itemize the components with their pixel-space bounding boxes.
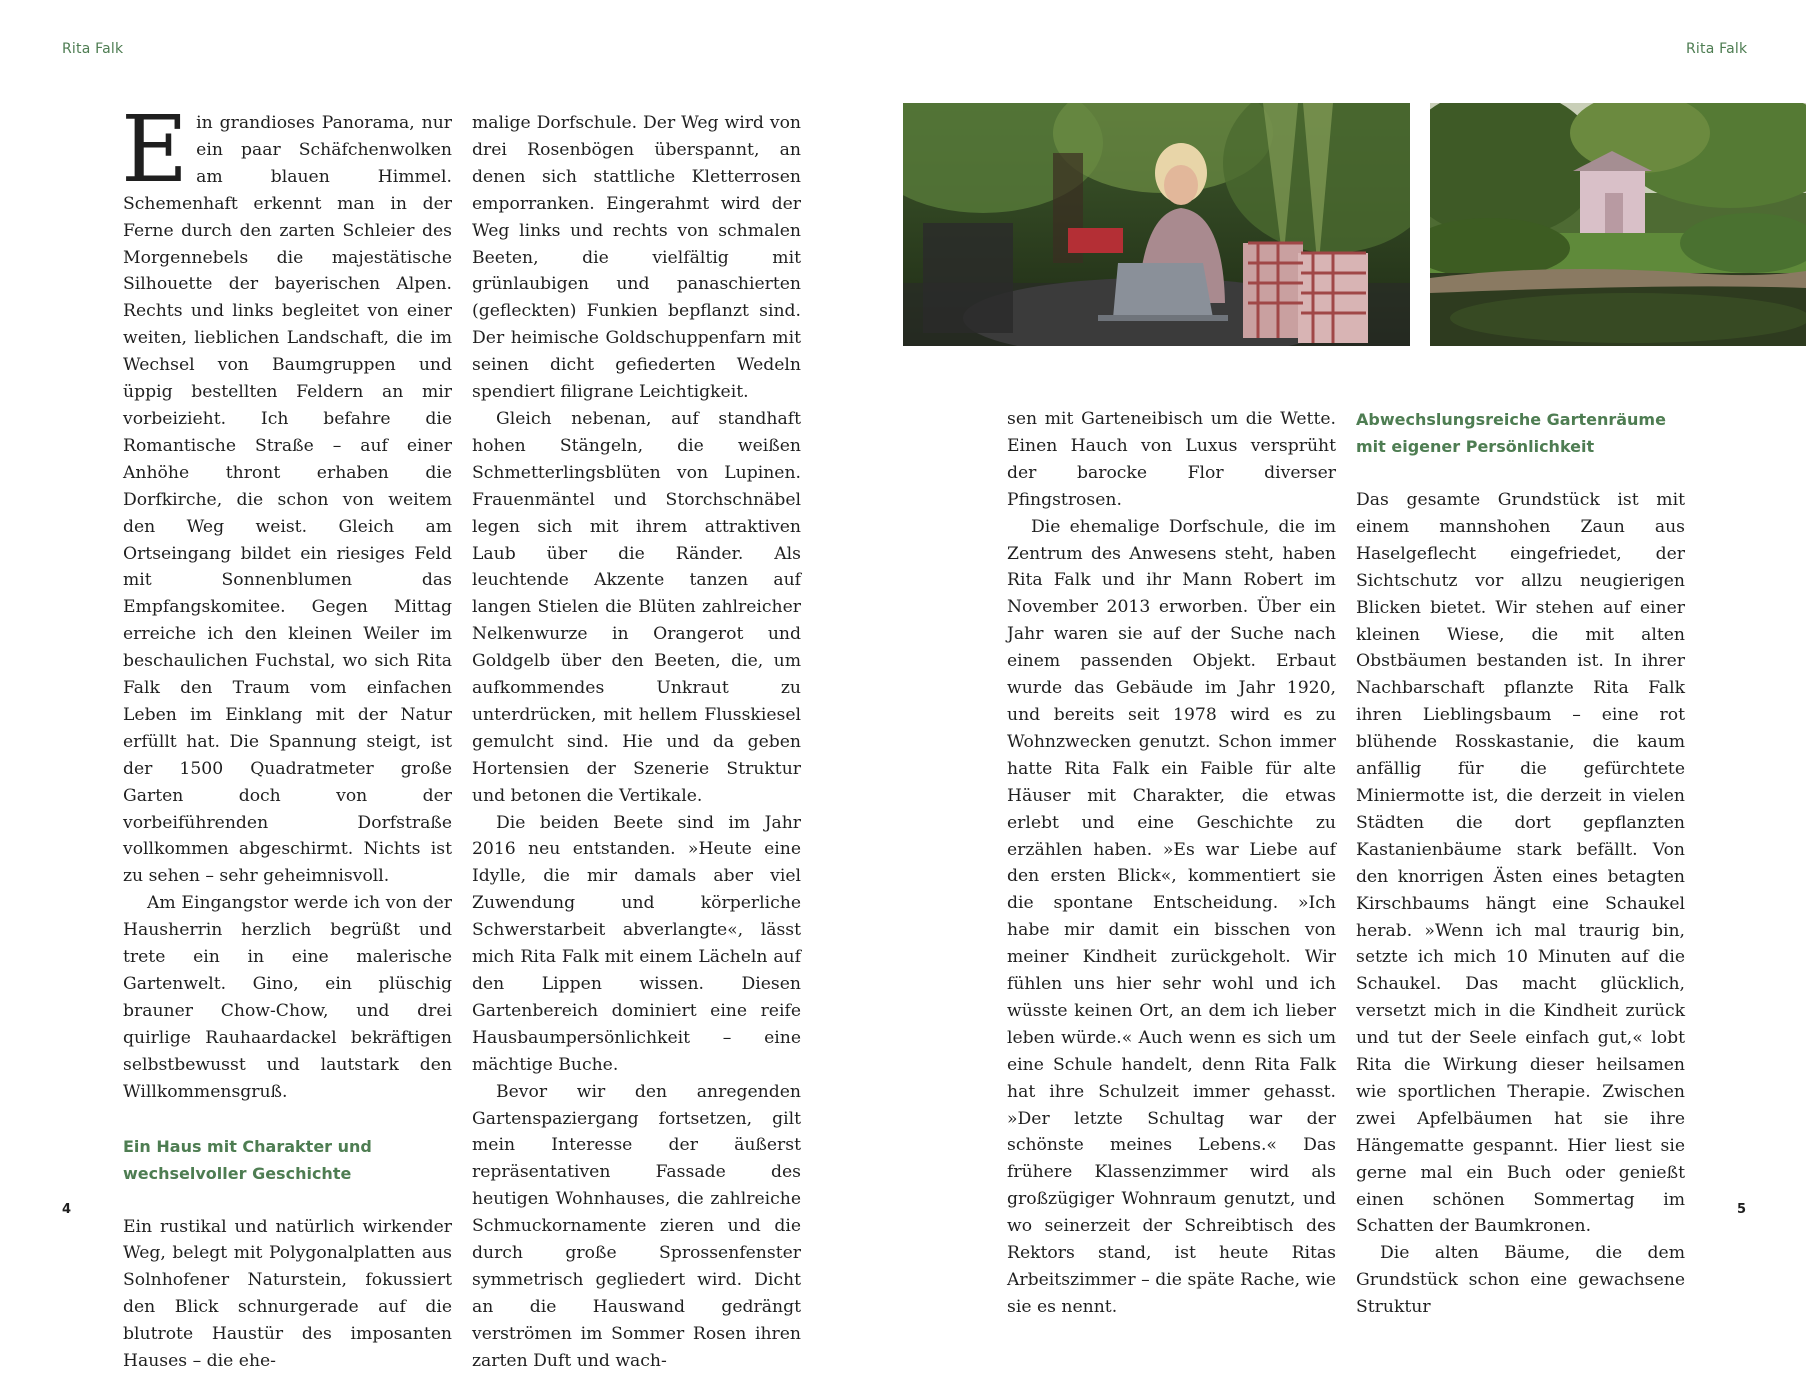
paragraph: Bevor wir den anregenden Gartenspaziergang fortsetzen, gilt mein Interesse der äußerst repräsentativen Fassade des heutigen Wohnhauses, die zahlreiche Schmuckornamente zieren und die durch große Sprossenfenster symmetrisch gegliedert wird. Dicht an die Hauswand gedrängt verströmen im Sommer Rosen ihren zarten Duft und wach-	[472, 1081, 801, 1371]
paragraph: sen mit Garteneibisch um die Wette. Einen Hauch von Luxus versprüht der barocke Flor diverser Pfingstrosen.	[1007, 409, 1336, 510]
page-number-right: 5	[1737, 1202, 1747, 1217]
photo-woman-laptop-garden	[903, 103, 1410, 346]
running-head-left: Rita Falk	[62, 41, 124, 57]
section-heading: Abwechslungsreiche Gartenräume mit eigener Persönlichkeit	[1356, 410, 1666, 456]
intro-text: in grandioses Panorama, nur ein paar Schäfchenwolken am blauen Himmel. Schemenhaft erkennt man in der Ferne durch den zarten Schleier des Morgennebels die majestätische Silhouette der bayerischen Alpen. Rechts und links begleitet von einer weiten, lieblichen Landschaft, die im Wechsel von Baumgruppen und üppig bestellten Feldern an mir vorbeizieht. Ich befahre die Romantische Straße – auf einer Anhöhe thront erhaben die Dorfkirche, die schon von weitem den Weg weist. Gleich am Ortseingang bildet ein riesiges Feld mit Sonnenblumen das Empfangskomitee. Gegen Mittag erreiche ich den kleinen Weiler im beschaulichen Fuchstal, wo sich Rita Falk den Traum vom einfachen Leben im Einklang mit der Natur erfüllt hat. Die Spannung steigt, ist der 1500 Quadratmeter große Garten doch von der vorbeiführenden Dorfstraße vollkommen abgeschirmt. Nichts ist zu sehen – sehr geheimnisvoll.	[123, 113, 452, 887]
page-number-left: 4	[62, 1202, 72, 1217]
pond-photo-icon	[1430, 103, 1806, 346]
drop-cap: E	[121, 96, 189, 203]
page5-column-1	[1007, 406, 1336, 1321]
page4-column-2	[472, 110, 801, 1375]
paragraph: Ein rustikal und natürlich wirkender Weg, belegt mit Polygonalplatten aus Solnhofener Naturstein, fokussiert den Blick schnurgerade auf die blutrote Haustür des imposanten Hauses – die ehe-	[123, 1216, 452, 1372]
paragraph: Die alten Bäume, die dem Grundstück schon eine gewachsene Struktur	[1356, 1243, 1685, 1318]
garden-photo-icon	[903, 103, 1410, 346]
paragraph: malige Dorfschule. Der Weg wird von drei Rosenbögen überspannt, an denen sich stattliche Kletterrosen emporranken. Eingerahmt wird der Weg links und rechts von schmalen Beeten, die vielfältig mit grünlaubigen und panaschierten (gefleckten) Funkien bepflanzt sind. Der heimische Goldschuppenfarn mit seinen dicht gefiederten Wedeln spendiert filigrane Leichtigkeit.	[472, 113, 801, 403]
paragraph: Die ehemalige Dorfschule, die im Zentrum des Anwesens steht, haben Rita Falk und ihr Mann Robert im November 2013 erworben. Über ein Jahr waren sie auf der Suche nach einem passenden Objekt. Erbaut wurde das Gebäude im Jahr 1920, und bereits seit 1978 wird es zu Wohnzwecken genutzt. Schon immer hatte Rita Falk ein Faible für alte Häuser mit Charakter, die etwas erlebt und eine Geschichte zu erzählen haben. »Es war Liebe auf den ersten Blick«, kommentiert sie die spontane Entscheidung. »Ich habe mir damit ein bisschen von meiner Kindheit zurückgeholt. Wir fühlen uns hier sehr wohl und ich wüsste keinen Ort, an dem ich lieber leben würde.« Auch wenn es sich um eine Schule handelt, denn Rita Falk hat ihre Schulzeit immer gehasst. »Der letzte Schultag war der schönste meines Lebens.« Das frühere Klassenzimmer wird als großzügiger Wohnraum genutzt, und wo seinerzeit der Schreibtisch des Rektors stand, ist heute Ritas Arbeitszimmer – die späte Rache, wie sie es nennt.	[1007, 516, 1336, 1317]
section-heading: Ein Haus mit Charakter und wechselvoller Geschichte	[123, 1136, 372, 1183]
intro-paragraph	[121, 96, 452, 890]
page4-column-1	[121, 96, 452, 1375]
paragraph: Das gesamte Grundstück ist mit einem mannshohen Zaun aus Haselgeflecht eingefriedet, der Sichtschutz vor allzu neugierigen Blicken bietet. Wir stehen auf einer kleinen Wiese, die mit alten Obstbäumen bestanden ist. In ihrer Nachbarschaft pflanzte Rita Falk ihren Lieblingsbaum – eine rot blühende Rosskastanie, die kaum anfällig für die gefürchtete Miniermotte ist, die derzeit in vielen Städten die dort gepflanzten Kastanienbäume stark befällt. Von den knorrigen Ästen eines betagten Kirschbaums hängt eine Schaukel herab. »Wenn ich mal traurig bin, setzte ich mich 10 Minuten auf die Schaukel. Das macht glücklich, versetzt mich in die Kindheit zurück und tut der Seele einfach gut,« lobt Rita die Wirkung dieser heilsamen wie sportlichen Therapie. Zwischen zwei Apfelbäumen hat sie ihre Hängematte gespannt. Hier liest sie gerne mal ein Buch oder genießt einen schönen Sommertag im Schatten der Baumkronen.	[1356, 490, 1685, 1237]
paragraph: Am Eingangstor werde ich von der Hausherrin herzlich begrüßt und trete ein in eine malerische Gartenwelt. Gino, ein plüschig brauner Chow-Chow, und drei quirlige Rauhaardackel bekräftigen selbstbewusst und lautstark den Willkommensgruß.	[123, 893, 452, 1102]
paragraph: Die beiden Beete sind im Jahr 2016 neu entstanden. »Heute eine Idylle, die mir damals aber viel Zuwendung und körperliche Schwerstarbeit abverlangte«, lässt mich Rita Falk mit einem Lächeln auf den Lippen wissen. Diesen Gartenbereich dominiert eine reife Hausbaumpersönlichkeit – eine mächtige Buche.	[472, 812, 801, 1075]
paragraph: Gleich nebenan, auf standhaft hohen Stängeln, die weißen Schmetterlingsblüten von Lupinen. Frauenmäntel und Storchschnäbel legen sich mit ihrem attraktiven Laub über die Ränder. Als leuchtende Akzente tanzen auf langen Stielen die Blüten zahlreicher Nelkenwurze in Orangerot und Goldgelb über den Beeten, die, um aufkommendes Unkraut zu unterdrücken, mit hellem Flusskiesel gemulcht sind. Hie und da geben Hortensien der Szenerie Struktur und betonen die Vertikale.	[472, 408, 801, 806]
page5-column-2	[1356, 406, 1685, 1321]
photo-garden-pond-shed	[1430, 103, 1806, 346]
running-head-right: Rita Falk	[1686, 41, 1748, 57]
